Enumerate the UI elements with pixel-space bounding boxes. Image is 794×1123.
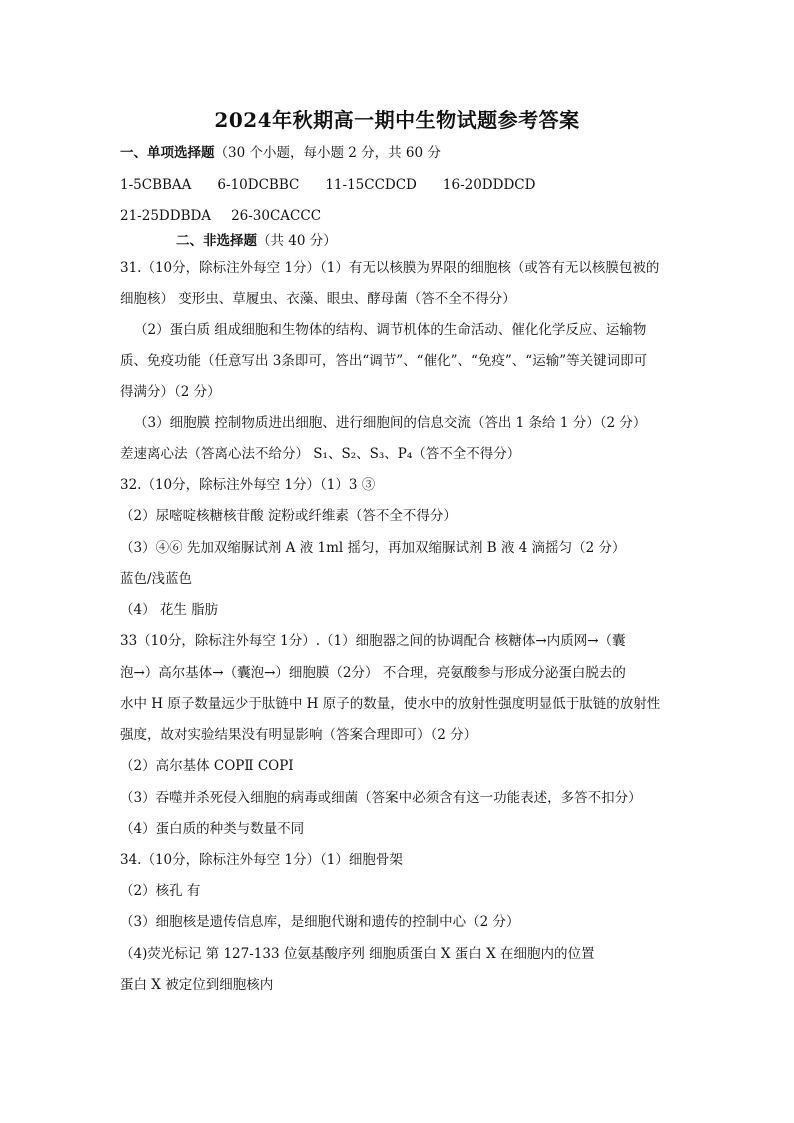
answer-line: 得满分）（2 分） xyxy=(120,384,221,400)
answer-line: （3）吞噬并杀死侵入细胞的病毒或细菌（答案中必须含有这一功能表述，多答不扣分） xyxy=(120,790,642,806)
answer-line: （3）④⑥ 先加双缩脲试剂 A 液 1ml 摇匀，再加双缩脲试剂 B 液 4 滴摇匀（2 分） xyxy=(120,540,626,556)
answer-line: 34.（10分，除标注外每空 1分）（1）细胞骨架 xyxy=(120,852,403,868)
section1-header xyxy=(120,143,441,163)
answer-line: （4）蛋白质的种类与数量不同 xyxy=(120,821,305,837)
answer-line: 质、免疫功能（任意写出 3条即可，答出“调节”、“催化”、“免疫”、“运输”等关键词即可 xyxy=(120,353,648,369)
answer-group: 21-25DDBDA xyxy=(120,208,212,224)
section2-heading: 二、非选择题 xyxy=(176,233,257,249)
answer-line: 强度，故对实验结果没有明显影响（答案合理即可）（2 分） xyxy=(120,727,478,743)
answer-group: 11-15CCDCD xyxy=(325,177,417,193)
answer-group: 26-30CACCC xyxy=(231,208,322,224)
answer-line: （2）尿嘧啶核糖核苷酸 淀粉或纤维素（答不全不得分） xyxy=(120,508,457,524)
answer-line: （4)荧光标记 第 127-133 位氨基酸序列 细胞质蛋白 X 蛋白 X 在细胞内的位置 xyxy=(120,946,595,962)
section2-note: （共 40 分） xyxy=(257,233,337,249)
answer-line: 细胞核） 变形虫、草履虫、衣藻、眼虫、酵母菌（答不全不得分） xyxy=(120,291,516,307)
section1-heading: 一、单项选择题 xyxy=(120,145,215,161)
answer-line: 32.（10分，除标注外每空 1分）（1）3 ③ xyxy=(120,477,376,493)
answer-line: （3）细胞膜 控制物质进出细胞、进行细胞间的信息交流（答出 1 条给 1 分）（2 分） xyxy=(134,415,647,431)
answer-group: 6-10DCBBC xyxy=(217,177,300,193)
answer-group: 16-20DDDCD xyxy=(442,177,536,193)
answers-row-1 xyxy=(120,175,535,195)
section2-header xyxy=(176,231,337,251)
answer-line: （2）蛋白质 组成细胞和生物体的结构、调节机体的生命活动、催化化学反应、运输物 xyxy=(134,322,647,338)
answer-line: （2）核孔 有 xyxy=(120,883,201,899)
answer-line: （3）细胞核是遗传信息库，是细胞代谢和遗传的控制中心（2 分） xyxy=(120,914,520,930)
answer-line: 31.（10分，除标注外每空 1分）（1）有无以核膜为界限的细胞核（或答有无以核膜包被的 xyxy=(120,260,660,276)
answer-line: 蓝色/浅蓝色 xyxy=(120,571,193,587)
answer-line: （4） 花生 脂肪 xyxy=(120,602,219,618)
answers-row-2 xyxy=(120,206,321,226)
section1-note: （30 个小题，每小题 2 分，共 60 分 xyxy=(214,145,441,161)
answer-line: （2）高尔基体 COPⅡ COPⅠ xyxy=(120,758,294,774)
answer-group: 1-5CBBAA xyxy=(120,177,192,193)
answer-line: 差速离心法（答离心法不给分） S₁、S₂、S₃、P₄（答不全不得分） xyxy=(120,446,521,462)
answer-line: 泡→）高尔基体→（囊泡→）细胞膜（2分） 不合理，亮氨酸参与形成分泌蛋白脱去的 xyxy=(120,665,626,681)
answer-line: 33（10分，除标注外每空 1分）.（1）细胞器之间的协调配合 核糖体→内质网→（囊 xyxy=(120,633,626,649)
page-title: 2024年秋期高一期中生物试题参考答案 xyxy=(214,108,580,132)
answer-line: 蛋白 X 被定位到细胞核内 xyxy=(120,977,274,993)
answer-line: 水中 H 原子数量远少于肽链中 H 原子的数量，使水中的放射性强度明显低于肽链的放射性 xyxy=(120,696,661,712)
